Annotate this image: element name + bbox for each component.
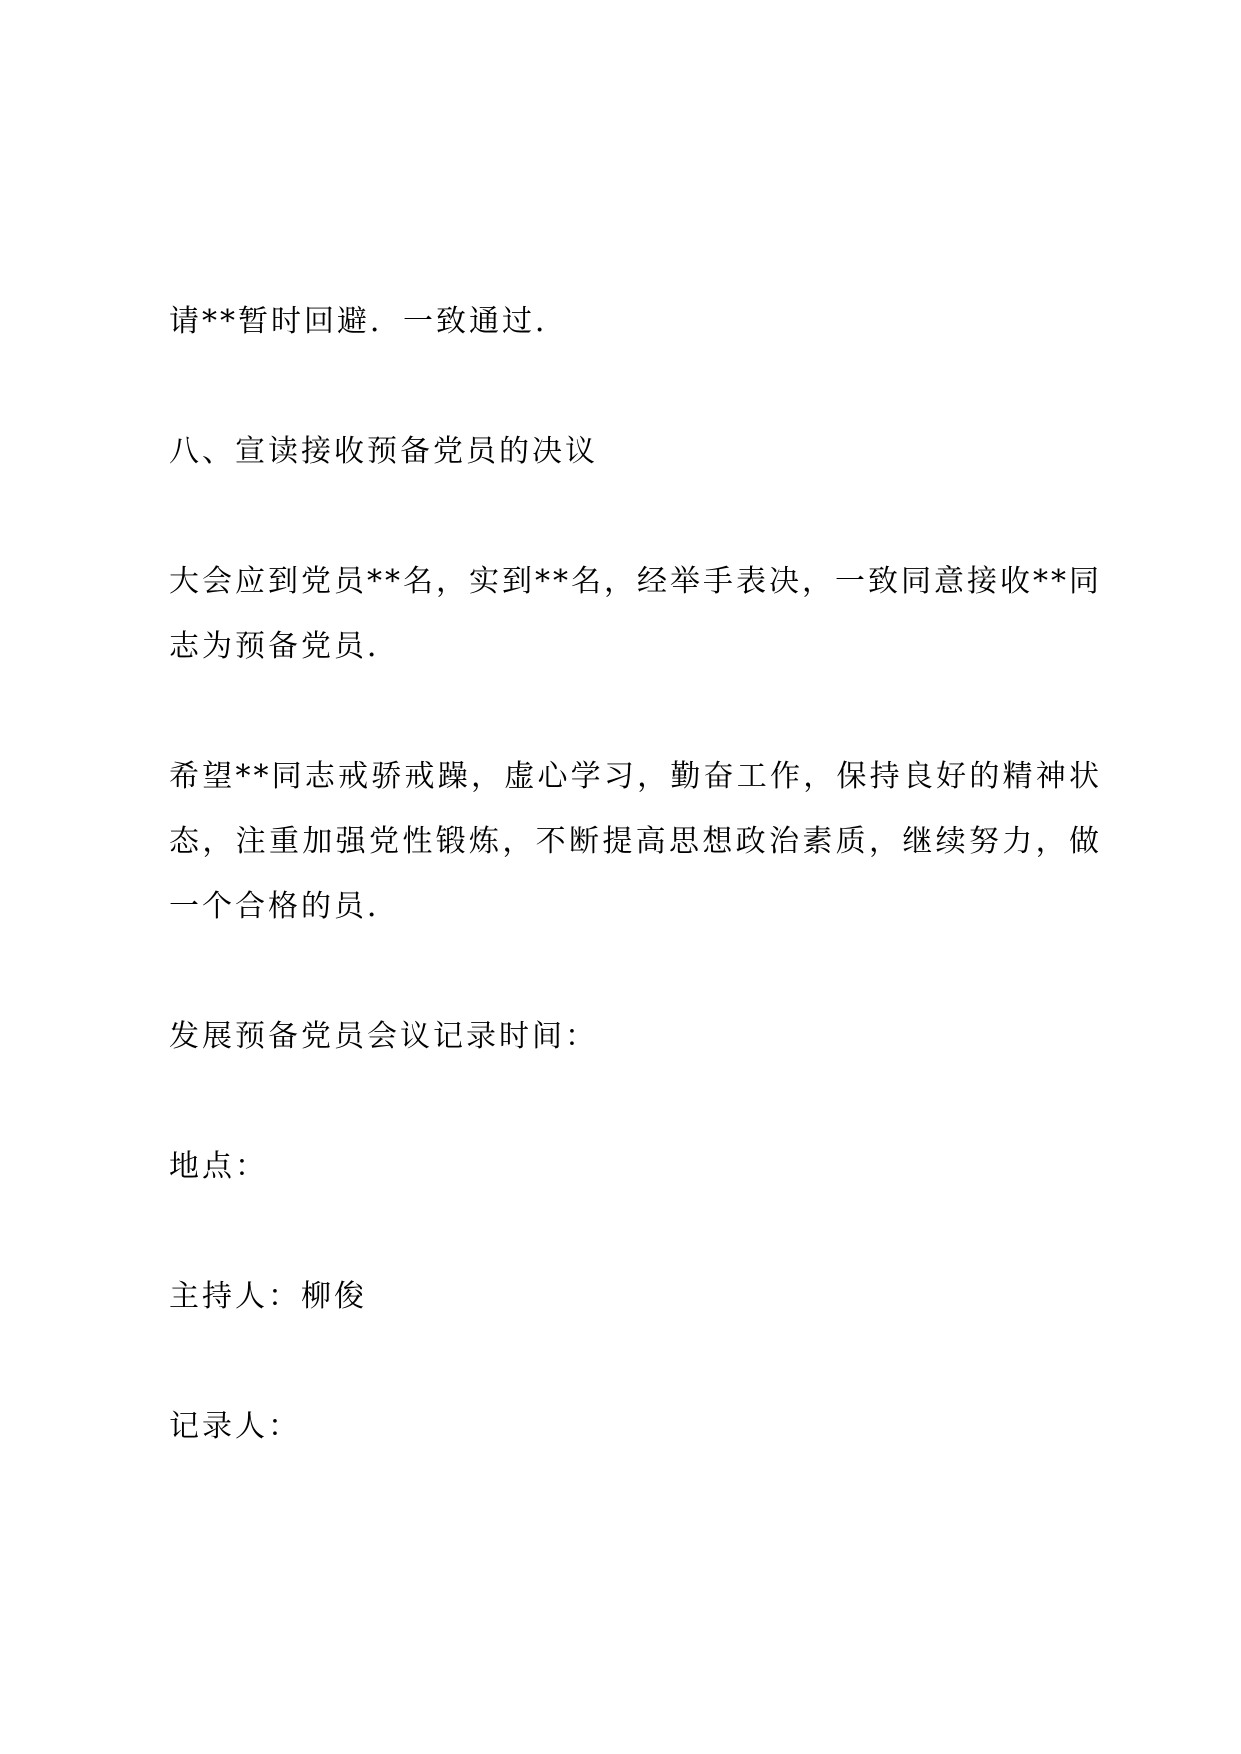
field-label-location: 地点： (169, 1149, 268, 1184)
field-host (169, 1264, 1102, 1329)
text-line: 大会应到党员**名，实到**名，经举手表决，一致同意接收**同 (169, 564, 1102, 599)
field-location (169, 1134, 1102, 1199)
text-line: 请**暂时回避．一致通过． (169, 304, 568, 339)
section-heading: 八、宣读接收预备党员的决议 (169, 434, 598, 469)
text-line: 志为预备党员． (169, 629, 400, 664)
document-body (169, 289, 1102, 1524)
field-meeting-time (169, 1004, 1102, 1069)
paragraph-vote-result (169, 549, 1102, 679)
field-label-recorder: 记录人： (169, 1409, 301, 1444)
text-line: 态，注重加强党性锻炼，不断提高思想政治素质，继续努力，做 (169, 824, 1102, 859)
section-heading-8 (169, 419, 1102, 484)
paragraph-expectations (169, 744, 1102, 939)
paragraph-recusal (169, 289, 1102, 354)
field-label-time: 发展预备党员会议记录时间： (169, 1019, 598, 1054)
field-recorder (169, 1394, 1102, 1459)
text-line: 希望**同志戒骄戒躁，虚心学习，勤奋工作，保持良好的精神状 (169, 759, 1102, 794)
field-label-host: 主持人：柳俊 (169, 1279, 367, 1314)
text-line: 一个合格的员． (169, 889, 400, 924)
